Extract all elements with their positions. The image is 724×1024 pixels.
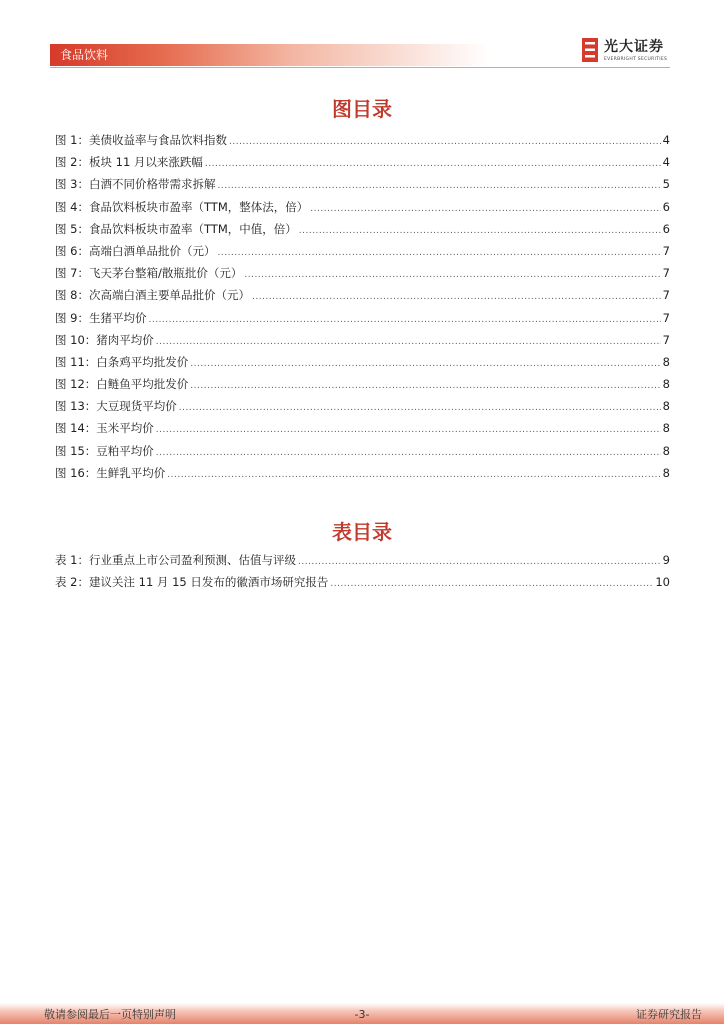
toc-dot-leader xyxy=(167,464,660,486)
everbright-logo-icon xyxy=(582,38,598,62)
toc-entry-page: 7 xyxy=(662,243,670,258)
toc-entry-label: 图 2：板块 11 月以来涨跌幅 xyxy=(55,155,203,170)
toc-entry[interactable] xyxy=(55,571,670,593)
toc-entry-label: 图 11：白条鸡平均批发价 xyxy=(55,354,189,369)
header-divider xyxy=(50,67,670,68)
toc-entry-label: 图 15：豆粕平均价 xyxy=(55,443,154,458)
toc-entry-page: 7 xyxy=(662,266,670,281)
brand-logo xyxy=(582,38,672,66)
tables-toc-title: 表目录 xyxy=(332,520,392,544)
toc-dot-leader xyxy=(156,442,661,464)
tables-toc-list xyxy=(55,549,670,593)
toc-entry-label: 图 12：白鲢鱼平均批发价 xyxy=(55,377,189,392)
footer-disclaimer: 敬请参阅最后一页特别声明 xyxy=(44,1008,176,1021)
figures-toc-list xyxy=(55,129,670,484)
toc-entry[interactable] xyxy=(55,549,670,571)
toc-entry-page: 4 xyxy=(662,133,670,147)
toc-dot-leader xyxy=(217,242,660,264)
toc-dot-leader xyxy=(298,551,661,573)
toc-entry-page: 4 xyxy=(662,155,670,170)
toc-entry[interactable] xyxy=(55,329,670,351)
toc-entry-page: 5 xyxy=(662,177,670,192)
toc-entry-page: 8 xyxy=(662,443,670,458)
toc-entry-label: 图 8：次高端白酒主要单品批价（元） xyxy=(55,288,250,303)
toc-dot-leader xyxy=(190,353,660,375)
toc-entry-label: 图 13：大豆现货平均价 xyxy=(55,399,177,414)
toc-entry-page: 8 xyxy=(662,354,670,369)
toc-entry-label: 表 1：行业重点上市公司盈利预测、估值与评级 xyxy=(55,553,296,567)
toc-entry[interactable] xyxy=(55,373,670,395)
toc-entry-page: 8 xyxy=(662,421,670,436)
toc-dot-leader xyxy=(156,331,661,353)
toc-entry-label: 图 4：食品饮料板块市盈率（TTM，整体法，倍） xyxy=(55,199,309,214)
toc-entry[interactable] xyxy=(55,462,670,484)
toc-entry[interactable] xyxy=(55,218,670,240)
toc-entry[interactable] xyxy=(55,129,670,151)
toc-dot-leader xyxy=(190,375,660,397)
toc-dot-leader xyxy=(310,198,660,220)
toc-entry-label: 图 9：生猪平均价 xyxy=(55,310,147,325)
toc-dot-leader xyxy=(179,397,661,419)
toc-entry[interactable] xyxy=(55,417,670,439)
toc-entry-label: 图 1：美债收益率与食品饮料指数 xyxy=(55,133,227,147)
toc-dot-leader xyxy=(330,573,653,595)
brand-name-en: EVERBRIGHT SECURITIES xyxy=(604,57,668,62)
toc-entry-page: 7 xyxy=(662,310,670,325)
toc-dot-leader xyxy=(148,309,660,331)
figures-toc-title: 图目录 xyxy=(332,97,392,121)
header-bar xyxy=(50,44,490,66)
toc-entry-label: 图 3：白酒不同价格带需求拆解 xyxy=(55,177,216,192)
toc-entry-label: 图 7：飞天茅台整箱/散瓶批价（元） xyxy=(55,266,243,281)
toc-entry[interactable] xyxy=(55,351,670,373)
toc-entry-page: 7 xyxy=(662,288,670,303)
toc-entry[interactable] xyxy=(55,240,670,262)
toc-entry-label: 图 14：玉米平均价 xyxy=(55,421,154,436)
toc-entry-page: 8 xyxy=(662,399,670,414)
toc-entry-page: 7 xyxy=(662,332,670,347)
toc-dot-leader xyxy=(252,286,661,308)
toc-entry-label: 图 10：猪肉平均价 xyxy=(55,332,154,347)
toc-dot-leader xyxy=(217,175,660,197)
toc-entry[interactable] xyxy=(55,262,670,284)
toc-entry[interactable] xyxy=(55,151,670,173)
toc-entry[interactable] xyxy=(55,307,670,329)
footer-report-type: 证券研究报告 xyxy=(636,1008,702,1021)
toc-entry-page: 6 xyxy=(662,199,670,214)
toc-entry[interactable] xyxy=(55,173,670,195)
toc-entry-page: 8 xyxy=(662,377,670,392)
toc-entry-page: 8 xyxy=(662,465,670,480)
toc-dot-leader xyxy=(205,153,661,175)
toc-dot-leader xyxy=(299,220,661,242)
toc-dot-leader xyxy=(244,264,660,286)
footer-page-number: -3- xyxy=(354,1008,370,1021)
brand-name-cn: 光大证券 xyxy=(604,39,664,55)
toc-entry[interactable] xyxy=(55,440,670,462)
toc-entry[interactable] xyxy=(55,196,670,218)
toc-entry-page: 9 xyxy=(662,553,670,567)
toc-entry-label: 表 2：建议关注 11 月 15 日发布的徽酒市场研究报告 xyxy=(55,575,329,590)
toc-entry-page: 6 xyxy=(662,221,670,236)
toc-entry-label: 图 5：食品饮料板块市盈率（TTM，中值，倍） xyxy=(55,221,297,236)
toc-entry[interactable] xyxy=(55,284,670,306)
toc-entry-label: 图 16：生鲜乳平均价 xyxy=(55,465,166,480)
toc-entry-page: 10 xyxy=(655,575,670,590)
header-section-label: 食品饮料 xyxy=(60,48,109,62)
toc-dot-leader xyxy=(156,419,661,441)
toc-dot-leader xyxy=(229,131,661,153)
toc-entry[interactable] xyxy=(55,395,670,417)
toc-entry-label: 图 6：高端白酒单品批价（元） xyxy=(55,243,216,258)
